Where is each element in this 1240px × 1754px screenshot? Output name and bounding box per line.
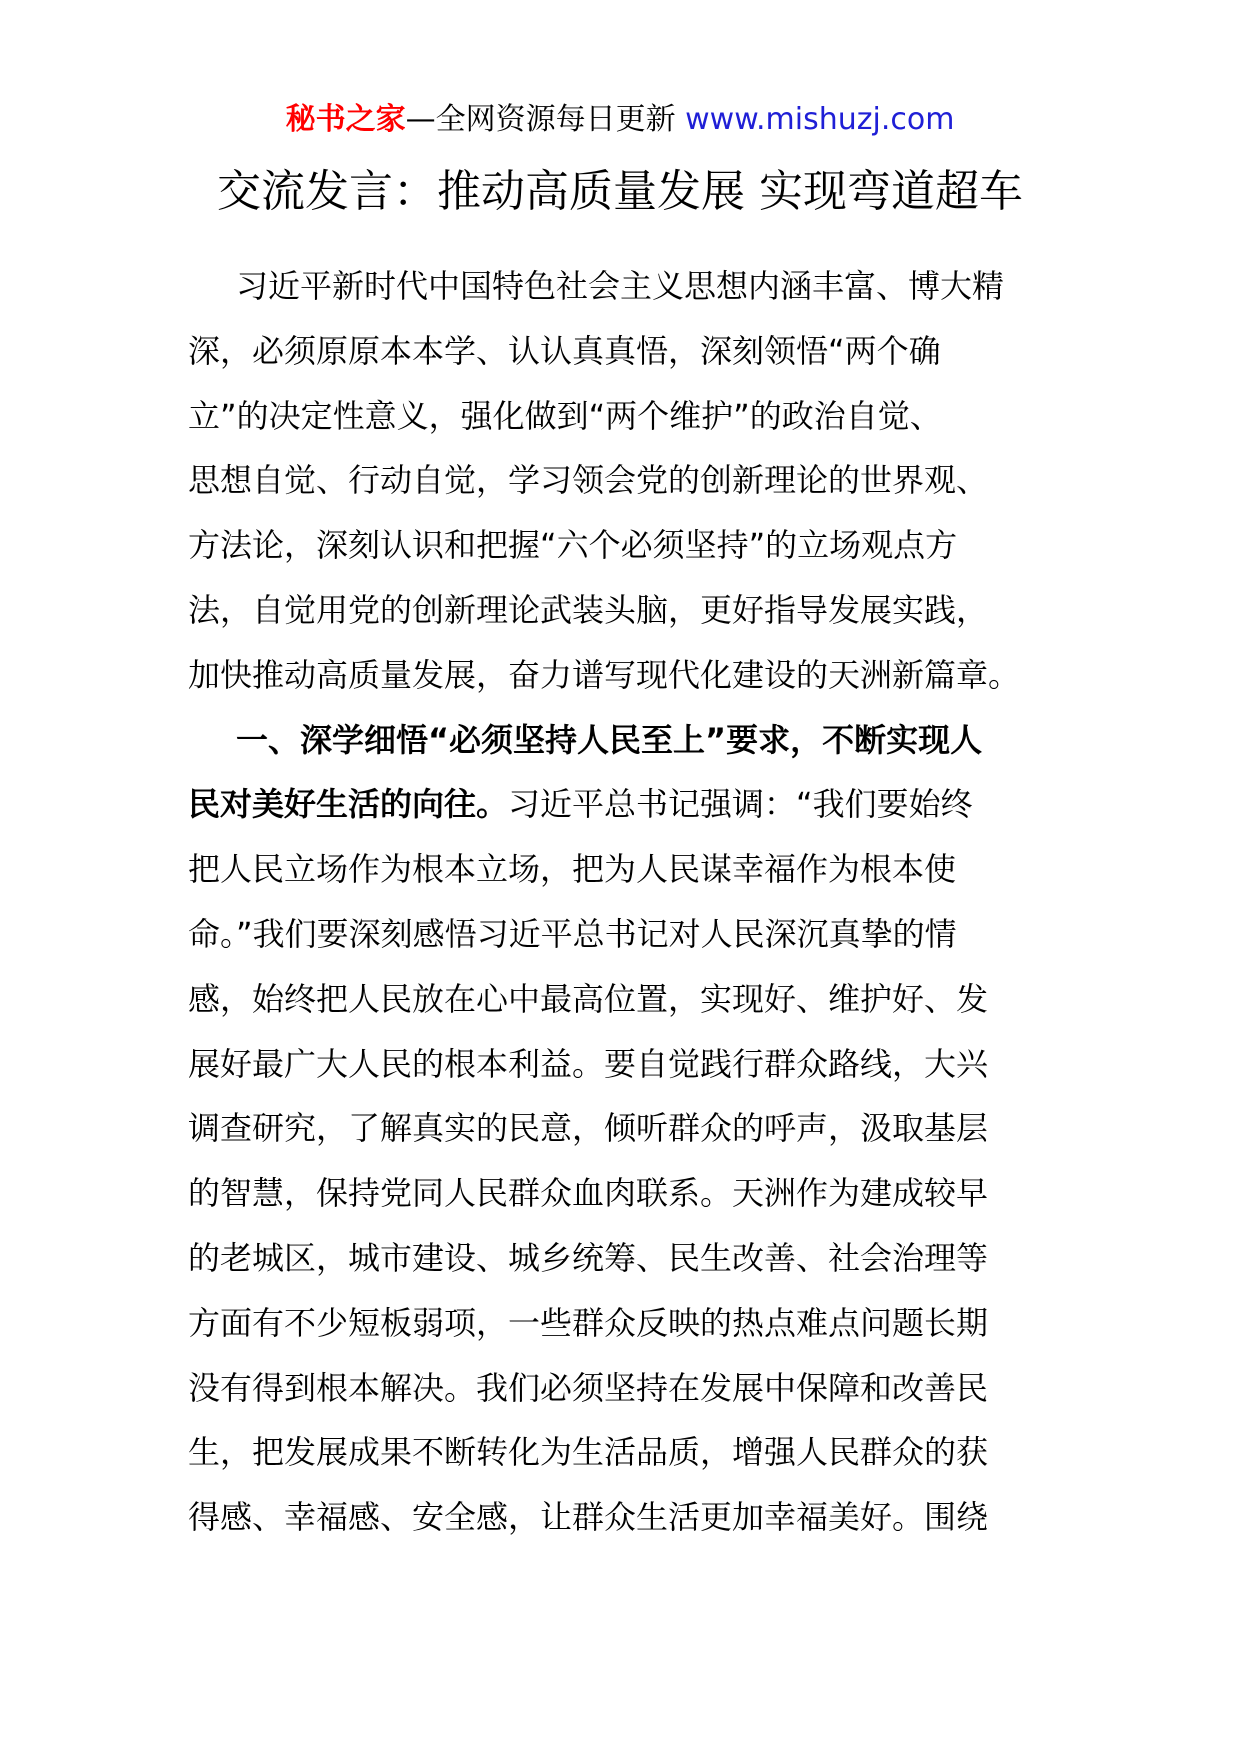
brand-name: 秘书之家 bbox=[285, 102, 406, 137]
site-url-link[interactable]: www.mishuzj.com bbox=[685, 102, 955, 137]
paragraph-line: 把人民立场作为根本立场，把为人民谋幸福作为根本使 bbox=[188, 850, 957, 889]
paragraph-line: 法，自觉用党的创新理论武装头脑，更好指导发展实践， bbox=[188, 590, 989, 629]
paragraph-line: 方面有不少短板弱项，一些群众反映的热点难点问题长期 bbox=[188, 1303, 989, 1342]
paragraph-line: 得感、幸福感、安全感，让群众生活更加幸福美好。围绕 bbox=[188, 1498, 989, 1537]
section-heading-end: 民对美好生活的向往。 bbox=[188, 785, 509, 824]
paragraph-line: 生，把发展成果不断转化为生活品质，增强人民群众的获 bbox=[188, 1433, 989, 1472]
paragraph-line: 方法论，深刻认识和把握“六个必须坚持”的立场观点方 bbox=[188, 526, 958, 565]
paragraph-line: 的老城区，城市建设、城乡统筹、民生改善、社会治理等 bbox=[188, 1238, 989, 1277]
document-body bbox=[188, 254, 1052, 1550]
paragraph-line: 没有得到根本解决。我们必须坚持在发展中保障和改善民 bbox=[188, 1368, 989, 1407]
paragraph-line: 思想自觉、行动自觉，学习领会党的创新理论的世界观、 bbox=[188, 461, 989, 500]
paragraph-line: 调查研究，了解真实的民意，倾听群众的呼声，汲取基层 bbox=[188, 1109, 989, 1148]
site-header bbox=[0, 100, 1240, 140]
header-tagline: —全网资源每日更新 bbox=[405, 102, 676, 137]
paragraph-line: 感，始终把人民放在心中最高位置，实现好、维护好、发 bbox=[188, 979, 989, 1018]
section-text-start: 习近平总书记强调：“我们要始终 bbox=[508, 785, 973, 824]
paragraph-line: 展好最广大人民的根本利益。要自觉践行群众路线，大兴 bbox=[188, 1044, 989, 1083]
paragraph-line: 习近平新时代中国特色社会主义思想内涵丰富、博大精 bbox=[236, 267, 1005, 305]
paragraph-line: 立”的决定性意义，强化做到“两个维护”的政治自觉、 bbox=[188, 396, 942, 435]
section-heading-continued bbox=[188, 772, 1052, 837]
paragraph-line: 命。”我们要深刻感悟习近平总书记对人民深沉真挚的情 bbox=[188, 914, 957, 953]
document-title: 交流发言：推动高质量发展 实现弯道超车 bbox=[217, 166, 1023, 217]
paragraph-line: 加快推动高质量发展，奋力谱写现代化建设的天洲新篇章。 bbox=[188, 655, 1021, 694]
paragraph-line: 深，必须原原本本学、认认真真悟，深刻领悟“两个确 bbox=[188, 331, 941, 370]
paragraph-line: 的智慧，保持党同人民群众血肉联系。天洲作为建成较早 bbox=[188, 1174, 989, 1213]
section-heading: 一、深学细悟“必须坚持人民至上”要求，不断实现人 bbox=[236, 720, 983, 759]
